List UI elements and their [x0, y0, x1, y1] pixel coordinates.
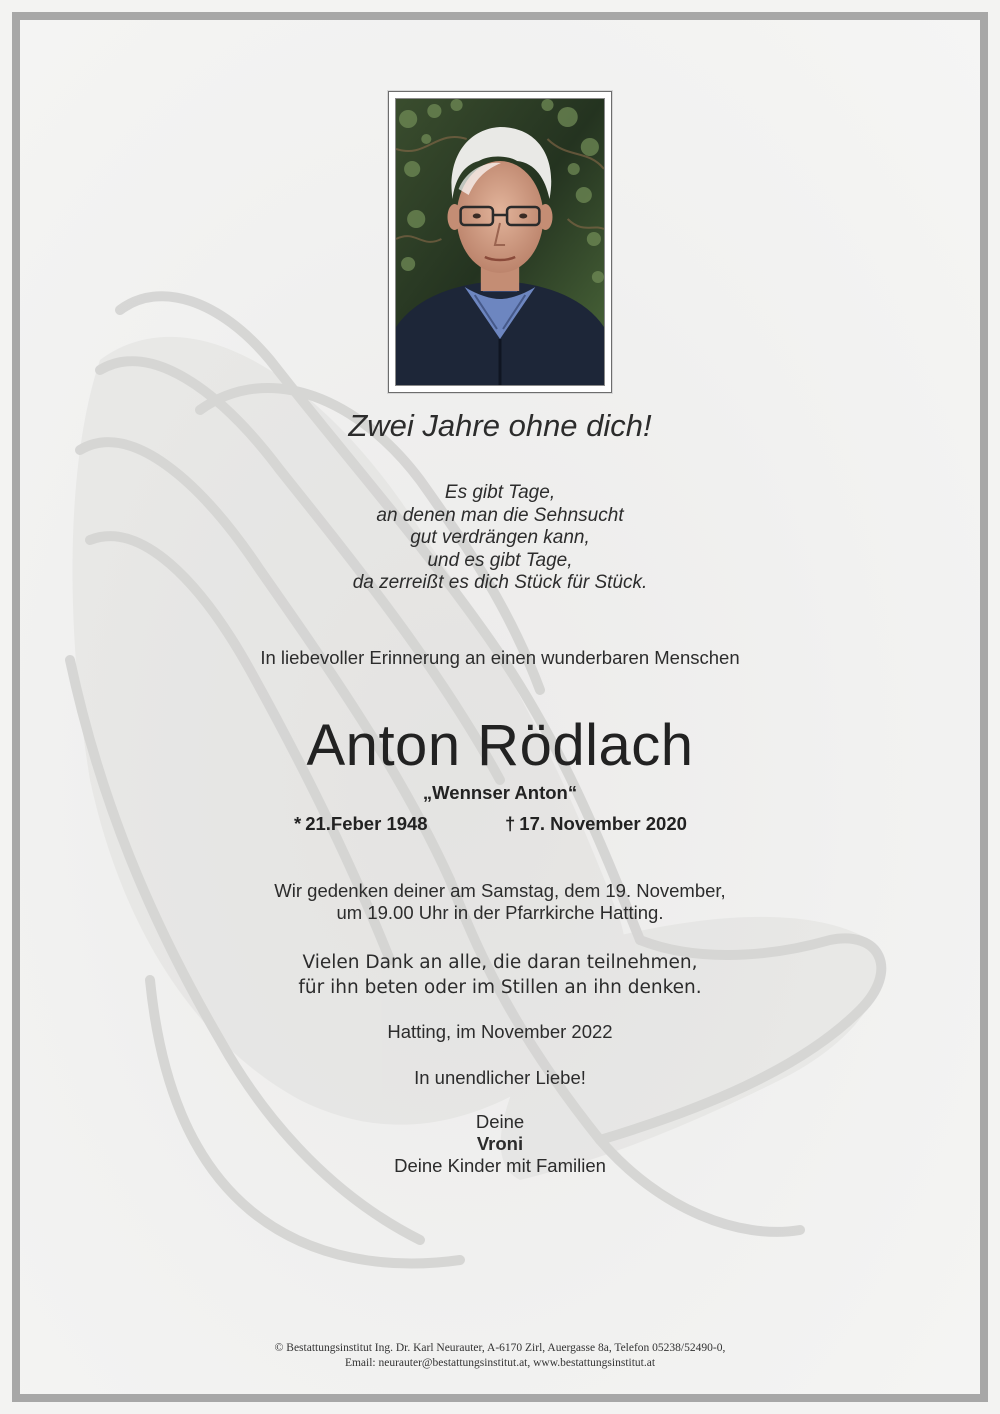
- poem: [0, 482, 1000, 595]
- poem-line: Es gibt Tage,: [444, 482, 556, 503]
- footer-line: © Bestattungsinstitut Ing. Dr. Karl Neurauter, A-6170 Zirl, Auergasse 8a, Telefon 05238/52490-0,: [274, 1342, 726, 1354]
- death-cross-icon: †: [505, 813, 516, 834]
- poem-line: da zerreißt es dich Stück für Stück.: [352, 572, 648, 594]
- nickname: „Wennser Anton“: [422, 782, 578, 803]
- memory-line: In liebevoller Erinnerung an einen wunderbaren Menschen: [260, 647, 740, 668]
- poem-line: gut verdrängen kann,: [410, 527, 590, 549]
- footer-line: Email: neurauter@bestattungsinstitut.at, www.bestattungsinstitut.at: [344, 1357, 656, 1369]
- portrait-photo: [395, 98, 605, 386]
- headline: Zwei Jahre ohne dich!: [348, 408, 652, 443]
- remembrance-line: Wir gedenken deiner am Samstag, dem 19. November,: [274, 880, 726, 901]
- poem-line: an denen man die Sehnsucht: [376, 504, 624, 526]
- family-prefix: Deine: [475, 1111, 525, 1132]
- remembrance-line: um 19.00 Uhr in der Pfarrkirche Hatting.: [336, 902, 664, 923]
- thanks-line: Vielen Dank an alle, die daran teilnehmen,: [302, 952, 698, 973]
- portrait-frame: [388, 91, 612, 393]
- birth-date: [294, 813, 428, 835]
- death-date: [505, 813, 687, 835]
- family-name: Vroni: [476, 1133, 524, 1154]
- thanks-note: [0, 950, 1000, 1000]
- family-line: [0, 1111, 1000, 1155]
- poem-line: und es gibt Tage,: [427, 549, 573, 571]
- funeral-home-footer: [0, 1341, 1000, 1371]
- place-date: Hatting, im November 2022: [387, 1021, 613, 1042]
- thanks-line: für ihn beten oder im Stillen an ihn denken.: [298, 977, 702, 998]
- family-line: Deine Kinder mit Familien: [394, 1155, 606, 1176]
- deceased-name: Anton Rödlach: [306, 713, 694, 778]
- love-line: In unendlicher Liebe!: [414, 1067, 586, 1088]
- birth-date-text: 21.Feber 1948: [305, 813, 428, 834]
- family-signature: [0, 1111, 1000, 1177]
- death-date-text: 17. November 2020: [519, 813, 687, 834]
- birth-star-icon: *: [294, 813, 302, 834]
- remembrance-notice: [0, 880, 1000, 924]
